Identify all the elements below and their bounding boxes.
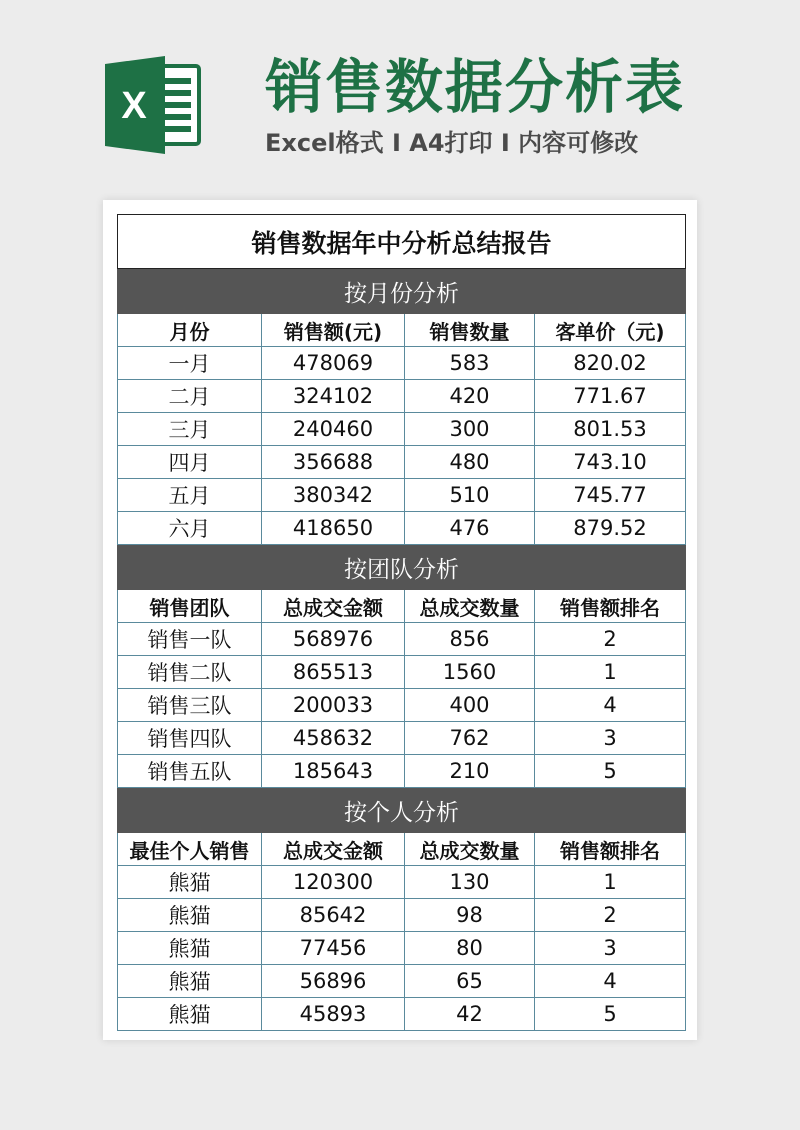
table-row [118, 413, 686, 446]
table-cell[interactable]: 240460 [262, 413, 405, 446]
table-row [118, 755, 686, 788]
table-cell[interactable]: 熊猫 [118, 965, 262, 998]
table-cell[interactable]: 4 [535, 965, 686, 998]
table-row [118, 689, 686, 722]
table-cell[interactable]: 熊猫 [118, 866, 262, 899]
column-header: 销售团队 [118, 590, 262, 623]
table-cell[interactable]: 熊猫 [118, 998, 262, 1031]
table-cell[interactable]: 2 [535, 899, 686, 932]
column-header: 最佳个人销售 [118, 833, 262, 866]
table-cell[interactable]: 56896 [262, 965, 405, 998]
section-header-row [118, 545, 686, 590]
table-cell[interactable]: 65 [405, 965, 535, 998]
column-header-row [118, 833, 686, 866]
table-cell[interactable]: 356688 [262, 446, 405, 479]
table-cell[interactable]: 销售三队 [118, 689, 262, 722]
section-header-row [118, 788, 686, 833]
report-title: 销售数据年中分析总结报告 [118, 215, 686, 269]
table-cell[interactable]: 418650 [262, 512, 405, 545]
table-cell[interactable]: 四月 [118, 446, 262, 479]
column-header: 总成交数量 [405, 833, 535, 866]
table-cell[interactable]: 五月 [118, 479, 262, 512]
table-cell[interactable]: 745.77 [535, 479, 686, 512]
table-row [118, 722, 686, 755]
table-row [118, 866, 686, 899]
table-cell[interactable]: 5 [535, 755, 686, 788]
table-cell[interactable]: 5 [535, 998, 686, 1031]
column-header-row [118, 590, 686, 623]
table-cell[interactable]: 45893 [262, 998, 405, 1031]
table-cell[interactable]: 324102 [262, 380, 405, 413]
table-cell[interactable]: 856 [405, 623, 535, 656]
table-cell[interactable]: 510 [405, 479, 535, 512]
table-cell[interactable]: 一月 [118, 347, 262, 380]
table-cell[interactable]: 3 [535, 722, 686, 755]
table-row [118, 623, 686, 656]
table-cell[interactable]: 480 [405, 446, 535, 479]
column-header: 销售额排名 [535, 833, 686, 866]
table-cell[interactable]: 42 [405, 998, 535, 1031]
section-label-team: 按团队分析 [118, 545, 686, 590]
logo-letter: X [121, 85, 147, 127]
table-row [118, 512, 686, 545]
table-cell[interactable]: 熊猫 [118, 932, 262, 965]
table-cell[interactable]: 879.52 [535, 512, 686, 545]
report-sheet [103, 200, 697, 1040]
table-cell[interactable]: 130 [405, 866, 535, 899]
column-header-row [118, 314, 686, 347]
table-cell[interactable]: 458632 [262, 722, 405, 755]
table-cell[interactable]: 销售四队 [118, 722, 262, 755]
table-cell[interactable]: 六月 [118, 512, 262, 545]
table-cell[interactable]: 销售五队 [118, 755, 262, 788]
column-header: 销售额排名 [535, 590, 686, 623]
table-cell[interactable]: 185643 [262, 755, 405, 788]
table-cell[interactable]: 80 [405, 932, 535, 965]
section-header-row [118, 269, 686, 314]
table-row [118, 446, 686, 479]
table-row [118, 380, 686, 413]
table-cell[interactable]: 865513 [262, 656, 405, 689]
table-cell[interactable]: 380342 [262, 479, 405, 512]
table-cell[interactable]: 2 [535, 623, 686, 656]
page-subtitle: Excel格式 I A4打印 I 内容可修改 [265, 129, 639, 157]
header [0, 0, 800, 200]
table-cell[interactable]: 120300 [262, 866, 405, 899]
column-header: 销售额(元) [262, 314, 405, 347]
table-cell[interactable]: 210 [405, 755, 535, 788]
table-row [118, 656, 686, 689]
table-cell[interactable]: 200033 [262, 689, 405, 722]
table-cell[interactable]: 400 [405, 689, 535, 722]
section-label-personal: 按个人分析 [118, 788, 686, 833]
table-cell[interactable]: 568976 [262, 623, 405, 656]
column-header: 总成交数量 [405, 590, 535, 623]
table-cell[interactable]: 98 [405, 899, 535, 932]
table-cell[interactable]: 77456 [262, 932, 405, 965]
table-cell[interactable]: 820.02 [535, 347, 686, 380]
table-cell[interactable]: 三月 [118, 413, 262, 446]
report-title-row [118, 215, 686, 269]
table-row [118, 998, 686, 1031]
table-cell[interactable]: 销售一队 [118, 623, 262, 656]
table-cell[interactable]: 3 [535, 932, 686, 965]
column-header: 总成交金额 [262, 590, 405, 623]
excel-logo-icon [103, 56, 203, 154]
table-cell[interactable]: 1 [535, 656, 686, 689]
table-row [118, 479, 686, 512]
page-title: 销售数据分析表 [265, 53, 686, 121]
table-cell[interactable]: 销售二队 [118, 656, 262, 689]
table-cell[interactable]: 478069 [262, 347, 405, 380]
table-cell[interactable]: 二月 [118, 380, 262, 413]
column-header: 销售数量 [405, 314, 535, 347]
column-header: 总成交金额 [262, 833, 405, 866]
table-cell[interactable]: 801.53 [535, 413, 686, 446]
report-table [117, 214, 686, 1031]
table-cell[interactable]: 420 [405, 380, 535, 413]
table-cell[interactable]: 300 [405, 413, 535, 446]
table-row [118, 932, 686, 965]
table-cell[interactable]: 85642 [262, 899, 405, 932]
column-header: 月份 [118, 314, 262, 347]
table-row [118, 899, 686, 932]
table-cell[interactable]: 熊猫 [118, 899, 262, 932]
table-cell[interactable]: 476 [405, 512, 535, 545]
table-cell[interactable]: 743.10 [535, 446, 686, 479]
table-row [118, 347, 686, 380]
table-cell[interactable]: 4 [535, 689, 686, 722]
table-cell[interactable]: 583 [405, 347, 535, 380]
table-cell[interactable]: 762 [405, 722, 535, 755]
section-label-monthly: 按月份分析 [118, 269, 686, 314]
table-cell[interactable]: 1560 [405, 656, 535, 689]
table-cell[interactable]: 1 [535, 866, 686, 899]
column-header: 客单价（元) [535, 314, 686, 347]
table-row [118, 965, 686, 998]
table-cell[interactable]: 771.67 [535, 380, 686, 413]
